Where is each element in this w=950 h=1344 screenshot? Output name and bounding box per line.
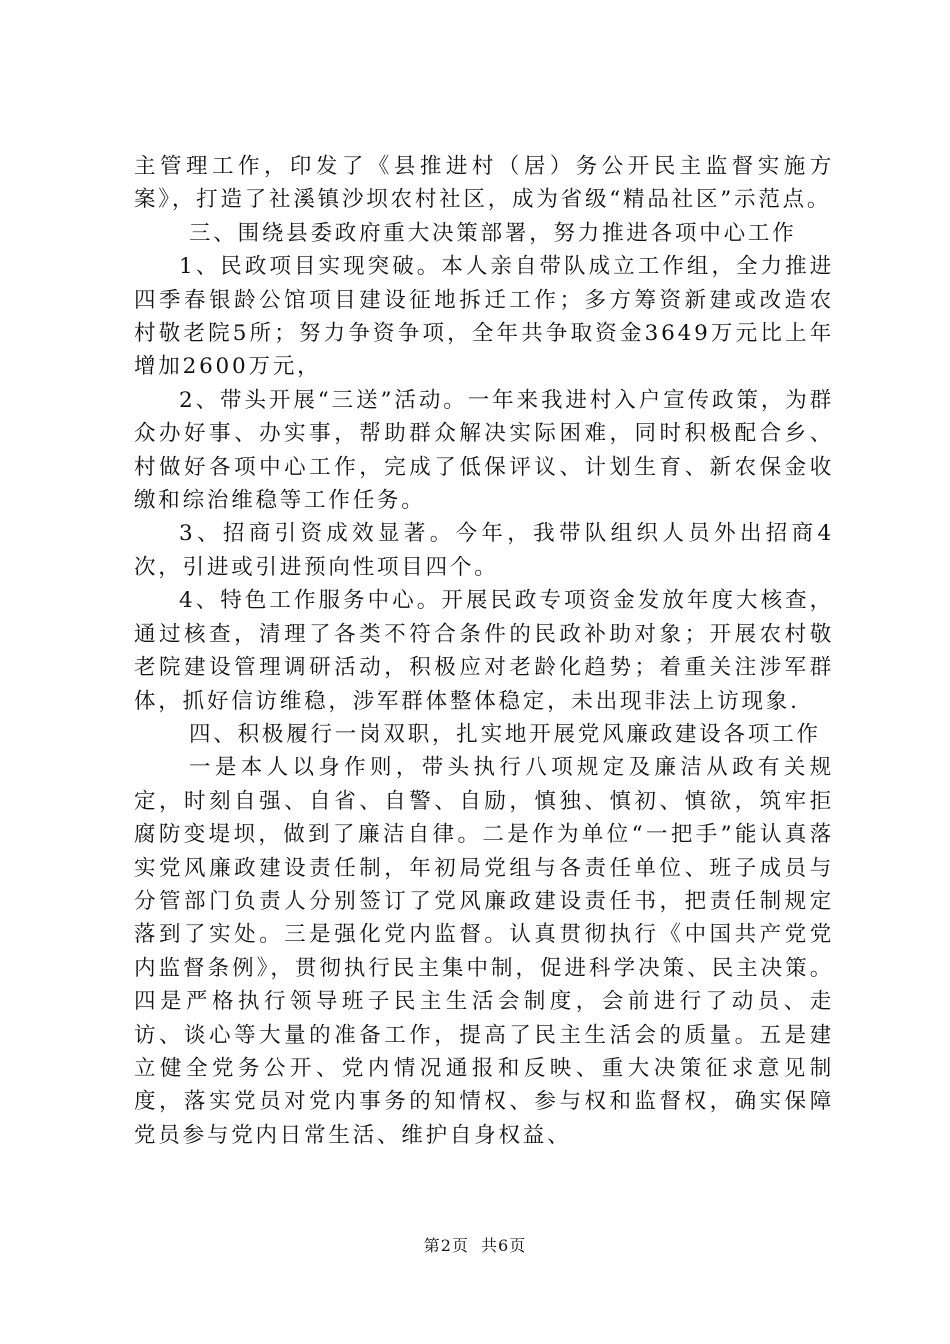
section-heading-4: 四、积极履行一岗双职，扎实地开展党风廉政建设各项工作 xyxy=(189,721,821,747)
section-heading-3: 三、围绕县委政府重大决策部署，努力推进各项中心工作 xyxy=(189,220,797,246)
list-item-2: 2、带头开展“三送”活动。一年来我进村入户宣传政策，为群众办好事、办实事，帮助群众解决实际困难，同时积极配合乡、村做好各项中心工作，完成了低保评议、计划生育、新农保金收缴和综治维稳等工作任务。 xyxy=(134,387,834,514)
list-item-4: 4、特色工作服务中心。开展民政专项资金发放年度大核查，通过核查，清理了各类不符合条件的民政补助对象；开展农村敬老院建设管理调研活动，积极应对老龄化趋势；着重关注涉军群体，抓好信访维稳，涉军群体整体稳定，未出现非法上访现象. xyxy=(134,588,834,714)
page-total: 共6页 xyxy=(481,1236,527,1255)
list-item-1: 1、民政项目实现突破。本人亲自带队成立工作组，全力推进四季春银龄公馆项目建设征地拆迁工作；多方筹资新建或改造农村敬老院5所；努力争资争项，全年共争取资金3649万元比上年增加2600万元， xyxy=(134,254,834,380)
document-body xyxy=(134,150,834,1152)
page-footer xyxy=(0,1233,950,1256)
paragraph-party-conduct: 一是本人以身作则，带头执行八项规定及廉洁从政有关规定，时刻自强、自省、自警、自励，慎独、慎初、慎欲，筑牢拒腐防变堤坝，做到了廉洁自律。二是作为单位“一把手”能认真落实党风廉政建设责任制，年初局党组与各责任单位、班子成员与分管部门负责人分别签订了党风廉政建设责任书，把责任制规定落到了实处。三是强化党内监督。认真贯彻执行《中国共产党党内监督条例》，贯彻执行民主集中制，促进科学决策、民主决策。四是严格执行领导班子民主生活会制度，会前进行了动员、走访、谈心等大量的准备工作，提高了民主生活会的质量。五是建立健全党务公开、党内情况通报和反映、重大决策征求意见制度，落实党员对党内事务的知情权、参与权和监督权，确实保障党员参与党内日常生活、维护自身权益、 xyxy=(134,755,834,1148)
list-item-3: 3、招商引资成效显著。今年，我带队组织人员外出招商4次，引进或引进预向性项目四个。 xyxy=(134,521,834,580)
page-number: 第2页 xyxy=(423,1236,469,1255)
paragraph-continuation: 主管理工作，印发了《县推进村（居）务公开民主监督实施方案》，打造了社溪镇沙坝农村社区，成为省级“精品社区”示范点。 xyxy=(134,154,834,213)
